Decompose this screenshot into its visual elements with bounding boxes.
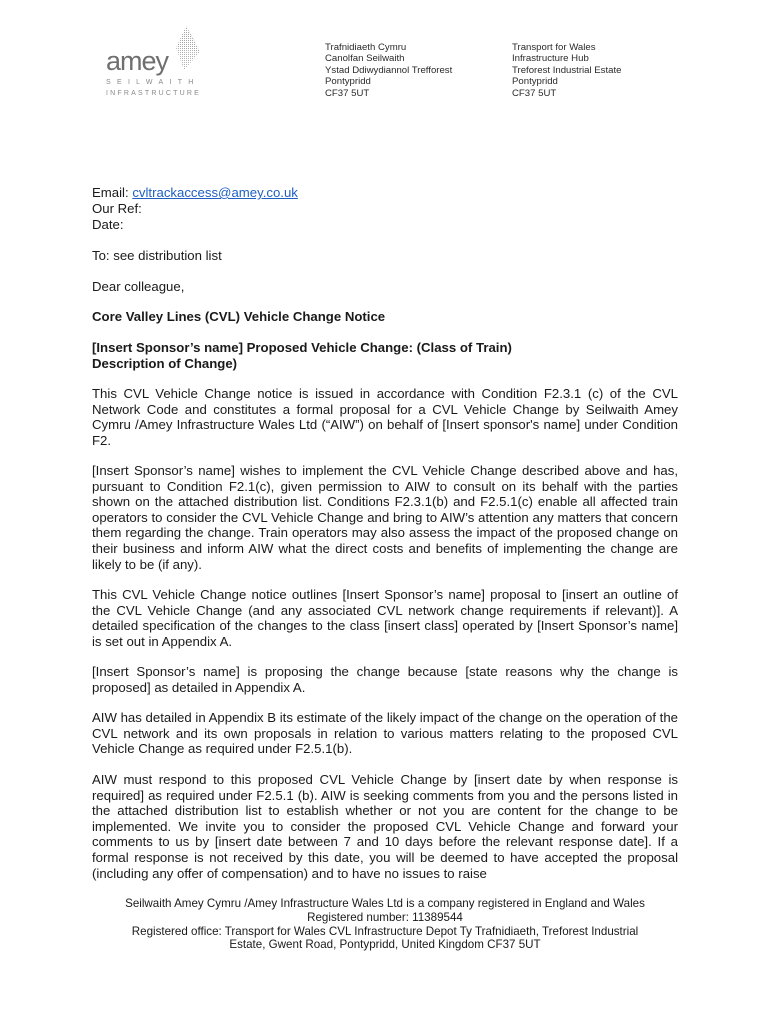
our-ref-label: Our Ref: <box>92 201 142 216</box>
paragraph-purpose: This CVL Vehicle Change notice is issued in accordance with Condition F2.3.1 (c) of the CVL Network Code and constitutes a formal proposal for a CVL Vehicle Change by Seilwaith Amey Cymru /Amey Infrastructure Wales Ltd (“AIW”) on behalf of [Insert sponsor's name] under Condition F2. <box>92 386 678 448</box>
paragraph-impact: AIW has detailed in Appendix B its estimate of the likely impact of the change on the operation of the CVL network and its own proposals in relation to various matters relating to the proposed CVL Vehicle Change as required under F2.5.1(b). <box>92 710 678 757</box>
address-line: CF37 5UT <box>512 87 557 99</box>
company-footer <box>80 897 690 952</box>
paragraph-outline: This CVL Vehicle Change notice outlines [Insert Sponsor’s name] proposal to [insert an outline of the CVL Vehicle Change (and any associated CVL network change requirements if relevant)]. A detailed specification of the changes to the class [insert class] operated by [Insert Sponsor’s name] is set out in Appendix A. <box>92 587 678 649</box>
address-line: Pontypridd <box>512 76 558 88</box>
amey-triangle-mark-icon <box>172 26 202 72</box>
paragraph-response: AIW must respond to this proposed CVL Vehicle Change by [insert date by when response is required] as required under F2.5.1 (b). AIW is seeking comments from you and the persons listed in the attached distribution list to establish whether or not you are content for the change to be implemented. We invite you to consider the proposed CVL Vehicle Change and forward your comments to us by [insert date between 7 and 10 days before the relevant response date]. If a formal response is not received by this date, you will be deemed to have accepted the proposal (including any offer of compensation) and to have no issues to raise <box>92 772 678 881</box>
notice-subtitle-line: [Insert Sponsor’s name] Proposed Vehicle Change: (Class of Train) <box>92 340 512 355</box>
amey-wordmark: amey <box>106 46 169 76</box>
notice-subtitle-line: Description of Change) <box>92 355 238 371</box>
address-line: Pontypridd <box>325 76 371 88</box>
notice-title: Core Valley Lines (CVL) Vehicle Change Notice <box>92 309 386 324</box>
paragraph-sponsor-intent: [Insert Sponsor’s name] wishes to implement the CVL Vehicle Change described above and has, pursuant to Condition F2.1(c), given permission to AIW to consult on its behalf with the parties shown on the attached distribution list. Conditions F2.3.1(b) and F2.5.1(c) enable all affected train operators to consider the CVL Vehicle Change and bring to AIW’s attention any matters that concern them regarding the change. Train operators may also assess the impact of the proposed change on their business and inform AIW what the direct costs and benefits of implementing the change are likely to be (if any). <box>92 463 678 572</box>
address-line: CF37 5UT <box>325 87 370 99</box>
address-welsh <box>325 42 452 99</box>
email-link[interactable]: cvltrackaccess@amey.co.uk <box>132 185 298 200</box>
notice-subtitle <box>92 340 512 371</box>
footer-line: Seilwaith Amey Cymru /Amey Infrastructure Wales Ltd is a company registered in England and Wales <box>125 897 645 910</box>
footer-line: Registered office: Transport for Wales CVL Infrastructure Depot Ty Trafnidiaeth, Treforest Industrial <box>131 924 639 938</box>
amey-logo <box>104 26 204 102</box>
email-row <box>92 185 298 201</box>
letter-meta <box>92 185 298 233</box>
address-english <box>512 42 622 99</box>
footer-line: Registered number: 11389544 <box>307 910 463 924</box>
logo-subtitle-seilwaith: SEILWAITH <box>106 79 200 86</box>
address-line: Transport for Wales <box>512 42 596 53</box>
greeting: Dear colleague, <box>92 279 185 294</box>
email-label: Email: <box>92 185 133 200</box>
paragraph-reasons: [Insert Sponsor’s name] is proposing the change because [state reasons why the change is proposed] as detailed in Appendix A. <box>92 664 678 695</box>
address-line: Trafnidiaeth Cymru <box>325 42 407 53</box>
footer-line: Estate, Gwent Road, Pontypridd, United Kingdom CF37 5UT <box>229 938 541 952</box>
address-line: Ystad Ddiwydiannol Trefforest <box>325 64 453 76</box>
recipient-line: To: see distribution list <box>92 248 222 263</box>
address-line: Infrastructure Hub <box>512 53 589 65</box>
address-line: Canolfan Seilwaith <box>325 53 405 65</box>
address-line: Treforest Industrial Estate <box>512 64 622 76</box>
date-label: Date: <box>92 217 124 232</box>
logo-subtitle-infrastructure: INFRASTRUCTURE <box>106 90 201 97</box>
